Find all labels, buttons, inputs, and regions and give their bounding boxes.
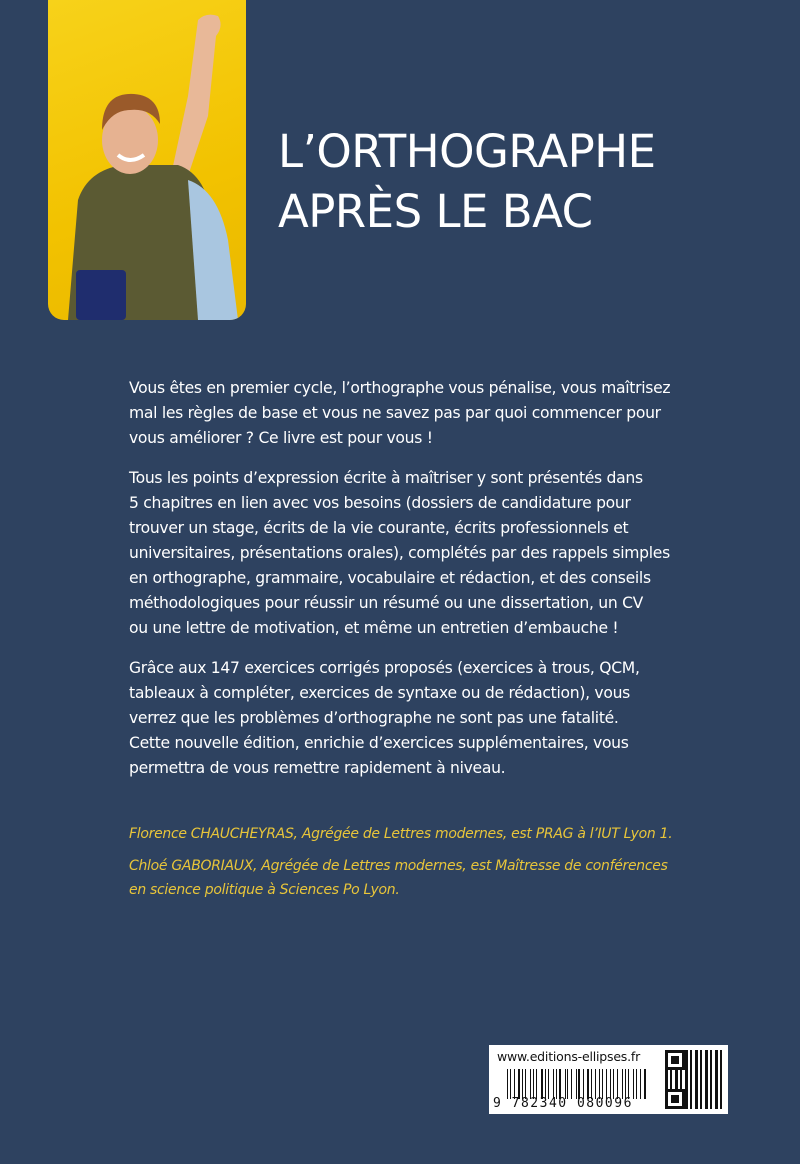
qr-code-icon: [665, 1050, 723, 1109]
book-title: [278, 122, 656, 242]
barcode-bar: [565, 1069, 566, 1099]
barcode-bar: [567, 1069, 568, 1099]
blurb-paragraph: [129, 376, 749, 451]
barcode-bar: [536, 1069, 537, 1099]
barcode-bar: [640, 1069, 641, 1099]
barcode-box: [489, 1045, 728, 1114]
text-line: universitaires, présentations orales), complétés par des rappels simples: [129, 544, 670, 562]
barcode-bar: [525, 1069, 526, 1099]
author-bio: [129, 854, 672, 902]
barcode-bar: [595, 1069, 596, 1099]
barcode-bar: [613, 1069, 615, 1099]
barcode-bar: [622, 1069, 623, 1099]
barcode-bar: [553, 1069, 554, 1099]
text-line: Florence CHAUCHEYRAS, Agrégée de Lettres modernes, est PRAG à l’IUT Lyon 1.: [129, 826, 673, 842]
publisher-website: www.editions-ellipses.fr: [497, 1049, 641, 1064]
barcode-bar: [507, 1069, 508, 1099]
blurb-paragraph: [129, 656, 749, 781]
blurb: [129, 376, 749, 796]
author-bio: [129, 822, 672, 846]
barcode-bar: [583, 1069, 584, 1099]
barcode-bar: [610, 1069, 611, 1099]
text-line: trouver un stage, écrits de la vie courante, écrits professionnels et: [129, 519, 629, 537]
barcode-bar: [606, 1069, 607, 1099]
barcode-bar: [625, 1069, 626, 1099]
barcode-bar: [571, 1069, 572, 1099]
title-line: L’ORTHOGRAPHE: [278, 125, 656, 178]
barcode-bar: [617, 1069, 618, 1099]
text-line: Tous les points d’expression écrite à maîtriser y sont présentés dans: [129, 469, 643, 487]
text-line: Cette nouvelle édition, enrichie d’exercices supplémentaires, vous: [129, 734, 629, 752]
barcode-bar: [628, 1069, 629, 1099]
author-bios: [129, 822, 672, 910]
text-line: ou une lettre de motivation, et même un entretien d’embauche !: [129, 619, 619, 637]
title-line: APRÈS LE BAC: [278, 185, 593, 238]
text-line: 5 chapitres en lien avec vos besoins (dossiers de candidature pour: [129, 494, 631, 512]
text-line: Chloé GABORIAUX, Agrégée de Lettres modernes, est Maîtresse de conférences: [129, 858, 668, 874]
barcode-bar: [633, 1069, 634, 1099]
text-line: en orthographe, grammaire, vocabulaire et rédaction, et des conseils: [129, 569, 651, 587]
barcode-bar: [510, 1069, 511, 1099]
barcode-bar: [636, 1069, 637, 1099]
barcode-bar: [587, 1069, 589, 1099]
text-line: Vous êtes en premier cycle, l’orthographe vous pénalise, vous maîtrisez: [129, 379, 671, 397]
barcode-bar: [602, 1069, 603, 1099]
text-line: permettra de vous remettre rapidement à niveau.: [129, 759, 506, 777]
text-line: méthodologiques pour réussir un résumé ou une dissertation, un CV: [129, 594, 644, 612]
barcode-bar: [548, 1069, 549, 1099]
text-line: en science politique à Sciences Po Lyon.: [129, 882, 400, 898]
barcode-bar: [591, 1069, 592, 1099]
barcode-bar: [599, 1069, 600, 1099]
blurb-paragraph: [129, 466, 749, 641]
barcode-bar: [545, 1069, 546, 1099]
cover-photo-student: [48, 0, 246, 320]
barcode-bar: [556, 1069, 557, 1099]
text-line: verrez que les problèmes d’orthographe ne sont pas une fatalité.: [129, 709, 619, 727]
isbn-group: 782340: [511, 1096, 568, 1111]
barcode-bar: [530, 1069, 531, 1099]
barcode-bar: [576, 1069, 577, 1099]
barcode-icon: [507, 1069, 647, 1099]
isbn-prefix: 9: [493, 1096, 503, 1111]
barcode-bar: [533, 1069, 534, 1099]
text-line: Grâce aux 147 exercices corrigés proposés (exercices à trous, QCM,: [129, 659, 640, 677]
barcode-bar: [541, 1069, 543, 1099]
barcode-bar: [578, 1069, 579, 1099]
text-line: mal les règles de base et vous ne savez pas par quoi commencer pour: [129, 404, 661, 422]
barcode-bar: [522, 1069, 523, 1099]
barcode-bar: [514, 1069, 515, 1099]
barcode-bar: [559, 1069, 561, 1099]
barcode-bar: [644, 1069, 646, 1099]
text-line: tableaux à compléter, exercices de syntaxe ou de rédaction), vous: [129, 684, 630, 702]
text-line: vous améliorer ? Ce livre est pour vous !: [129, 429, 433, 447]
barcode-bar: [518, 1069, 520, 1099]
isbn-number: [493, 1096, 633, 1111]
isbn-group: 080096: [576, 1096, 633, 1111]
